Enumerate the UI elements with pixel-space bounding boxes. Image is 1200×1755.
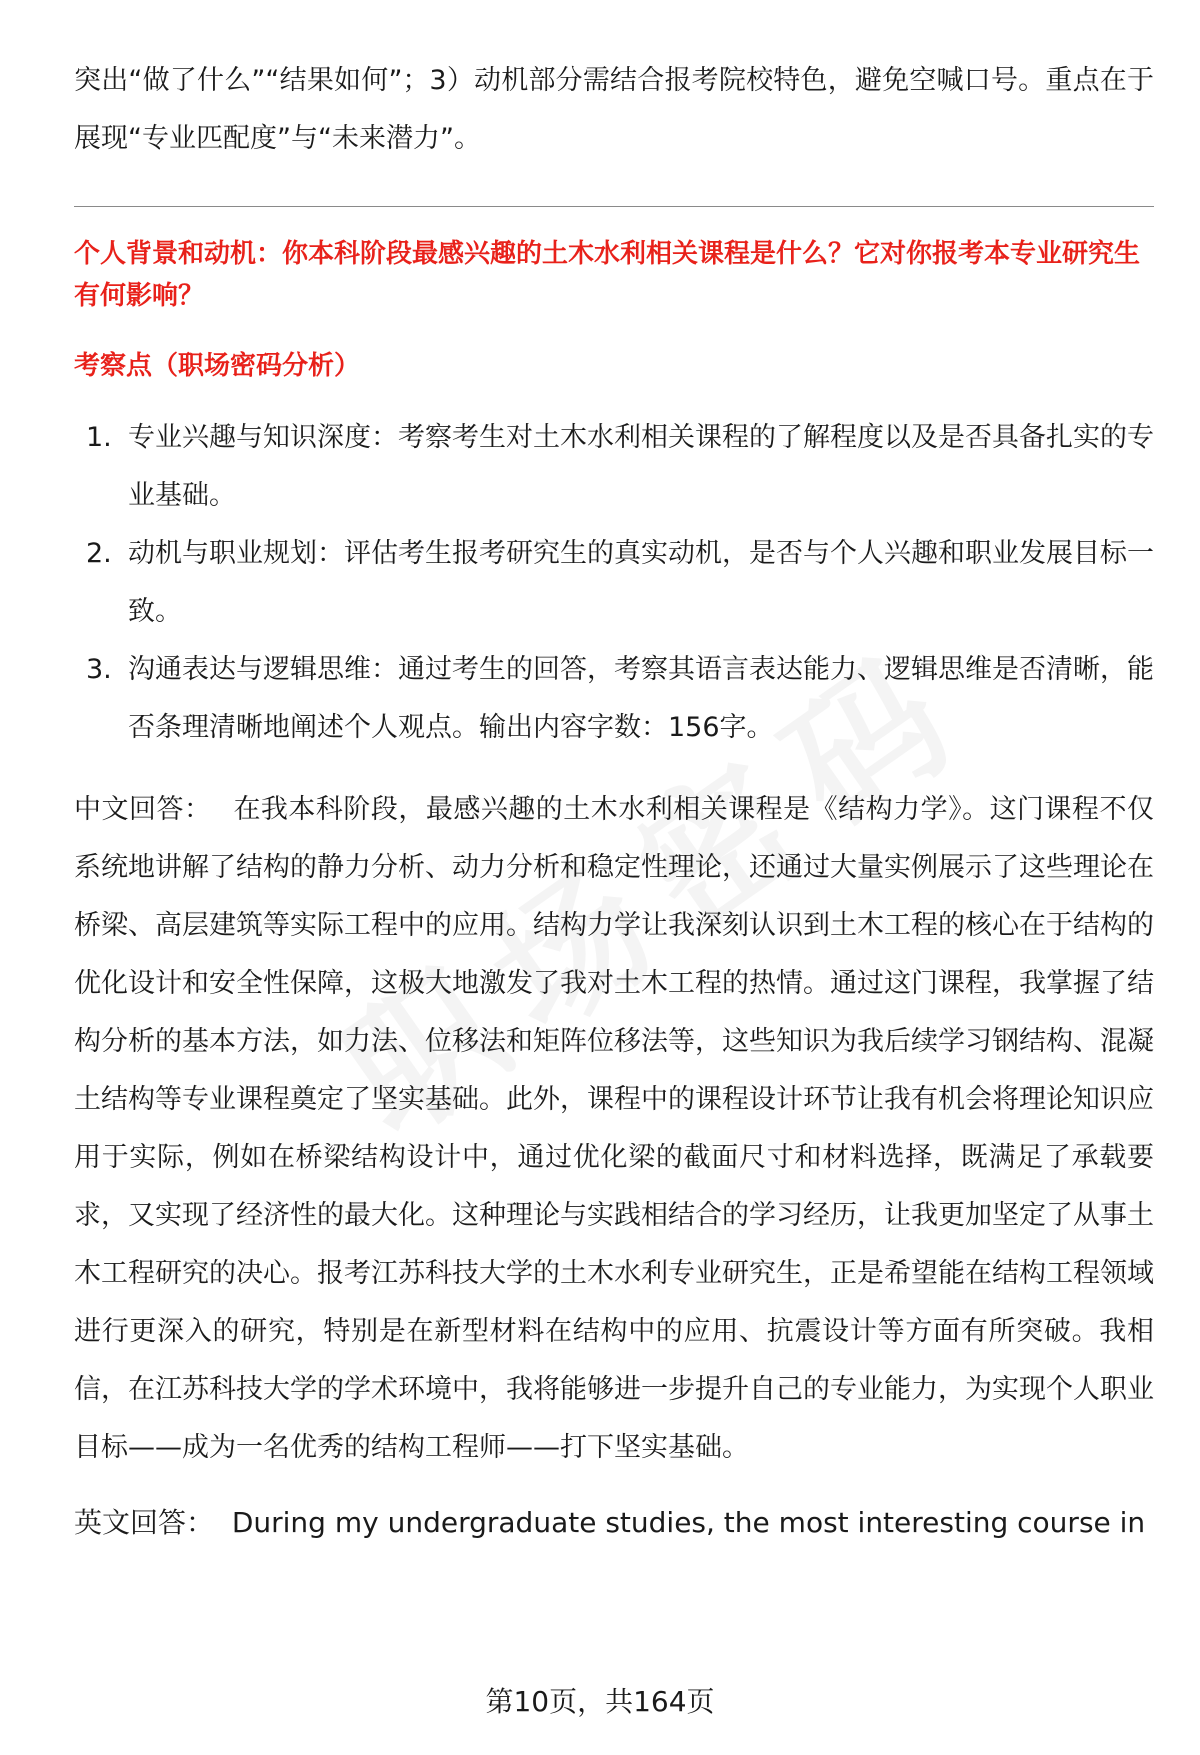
assessment-list: [74, 409, 1154, 757]
chinese-answer-text: 在我本科阶段，最感兴趣的土木水利相关课程是《结构力学》。这门课程不仅系统地讲解了结构的静力分析、动力分析和稳定性理论，还通过大量实例展示了这些理论在桥梁、高层建筑等实际工程中的应用。结构力学让我深刻认识到土木工程的核心在于结构的优化设计和安全性保障，这极大地激发了我对土木工程的热情。通过这门课程，我掌握了结构分析的基本方法，如力法、位移法和矩阵位移法等，这些知识为我后续学习钢结构、混凝土结构等专业课程奠定了坚实基础。此外，课程中的课程设计环节让我有机会将理论知识应用于实际，例如在桥梁结构设计中，通过优化梁的截面尺寸和材料选择，既满足了承载要求，又实现了经济性的最大化。这种理论与实践相结合的学习经历，让我更加坚定了从事土木工程研究的决心。报考江苏科技大学的土木水利专业研究生，正是希望能在结构工程领域进行更深入的研究，特别是在新型材料在结构中的应用、抗震设计等方面有所突破。我相信，在江苏科技大学的学术环境中，我将能够进一步提升自己的专业能力，为实现个人职业目标——成为一名优秀的结构工程师——打下坚实基础。: [74, 794, 1155, 1463]
section-divider: [74, 206, 1154, 207]
question-heading: 个人背景和动机：你本科阶段最感兴趣的土木水利相关课程是什么？它对你报考本专业研究生有何影响？: [74, 239, 1141, 311]
chinese-answer: [74, 781, 1154, 1477]
english-answer-label: 英文回答：: [74, 1506, 215, 1539]
list-item-text: 动机与职业规划：评估考生报考研究生的真实动机，是否与个人兴趣和职业发展目标一致。: [128, 538, 1154, 627]
page-footer: 第10页，共164页: [485, 1685, 715, 1718]
list-item-text: 沟通表达与逻辑思维：通过考生的回答，考察其语言表达能力、逻辑思维是否清晰，能否条理清晰地阐述个人观点。输出内容字数：156字。: [128, 654, 1154, 743]
list-item: [74, 641, 1154, 757]
list-item-text: 专业兴趣与知识深度：考察考生对土木水利相关课程的了解程度以及是否具备扎实的专业基础。: [128, 422, 1154, 511]
english-answer-text: During my undergraduate studies, the most interesting course in: [231, 1506, 1146, 1539]
page-content: [74, 52, 1154, 1547]
assessment-heading: 考察点（职场密码分析）: [74, 351, 361, 381]
english-answer: [74, 1499, 1154, 1547]
list-item-number: 3.: [86, 654, 112, 685]
intro-paragraph: 突出“做了什么”“结果如何”；3）动机部分需结合报考院校特色，避免空喊口号。重点在于展现“专业匹配度”与“未来潜力”。: [74, 65, 1154, 154]
list-item-number: 2.: [86, 538, 112, 569]
list-item-number: 1.: [86, 422, 112, 453]
list-item: [74, 525, 1154, 641]
list-item: [74, 409, 1154, 525]
chinese-answer-label: 中文回答：: [74, 794, 212, 825]
